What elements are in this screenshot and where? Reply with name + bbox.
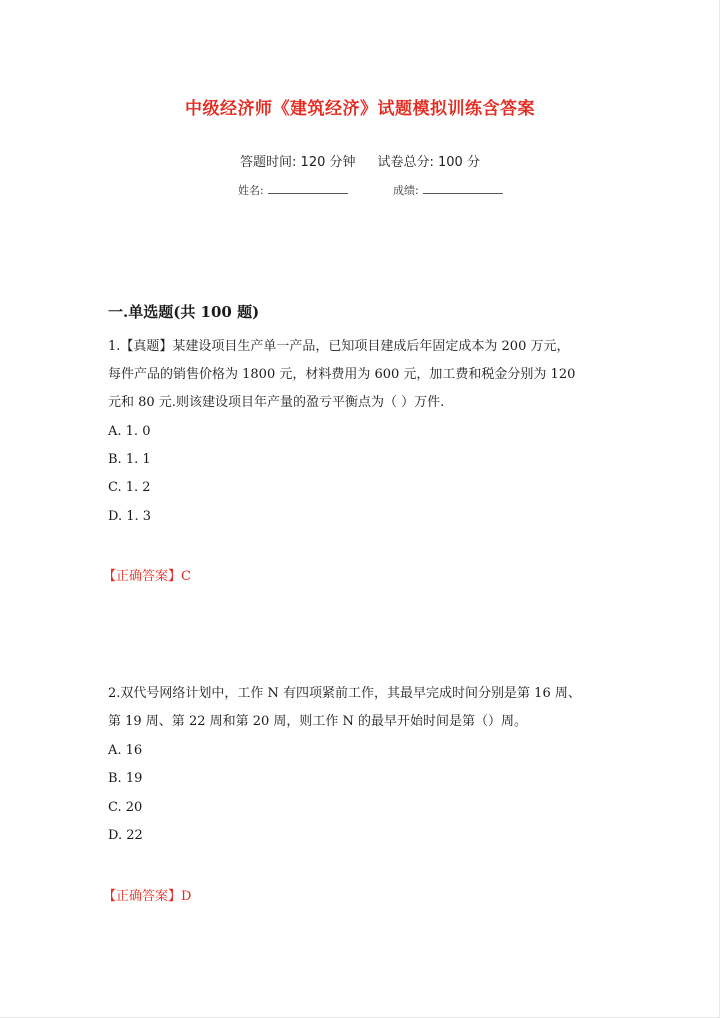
question-line: 每件产品的销售价格为 1800 元，材料费用为 600 元，加工费和税金分别为 120: [108, 367, 576, 382]
score-blank: [423, 183, 503, 194]
question-1-option-d: D. 1. 3: [108, 509, 152, 524]
question-2-option-c: C. 20: [108, 800, 143, 815]
question-1-text: [108, 333, 623, 417]
exam-meta: [0, 151, 720, 170]
name-label: 姓名:: [238, 184, 264, 197]
question-2-option-d: D. 22: [108, 828, 143, 843]
question-1-option-a: A. 1. 0: [108, 424, 151, 439]
question-1-answer: 【正确答案】C: [103, 569, 191, 584]
name-blank: [268, 183, 348, 194]
exam-time: 答题时间: 120 分钟: [240, 155, 356, 170]
question-line: 元和 80 元.则该建设项目年产量的盈亏平衡点为（ ）万件.: [108, 395, 445, 410]
question-1-option-c: C. 1. 2: [108, 480, 151, 495]
name-field: [238, 182, 348, 198]
exam-total-score: 试卷总分: 100 分: [377, 155, 480, 170]
question-2-option-b: B. 19: [108, 771, 143, 786]
question-line: 2.双代号网络计划中，工作 N 有四项紧前工作，其最早完成时间分别是第 16 周、: [108, 686, 581, 701]
question-2-answer: 【正确答案】D: [103, 889, 192, 904]
question-2-option-a: A. 16: [108, 743, 143, 758]
question-1-option-b: B. 1. 1: [108, 452, 151, 467]
document-title: 中级经济师《建筑经济》试题模拟训练含答案: [185, 99, 535, 119]
score-field: [393, 182, 503, 198]
score-label: 成绩:: [393, 184, 419, 197]
section-heading: 一.单选题(共 100 题): [108, 303, 260, 321]
question-2-text: [108, 680, 623, 736]
question-line: 1.【真题】某建设项目生产单一产品，已知项目建成后年固定成本为 200 万元，: [108, 339, 570, 354]
question-line: 第 19 周、第 22 周和第 20 周，则工作 N 的最早开始时间是第（）周。: [108, 714, 528, 729]
